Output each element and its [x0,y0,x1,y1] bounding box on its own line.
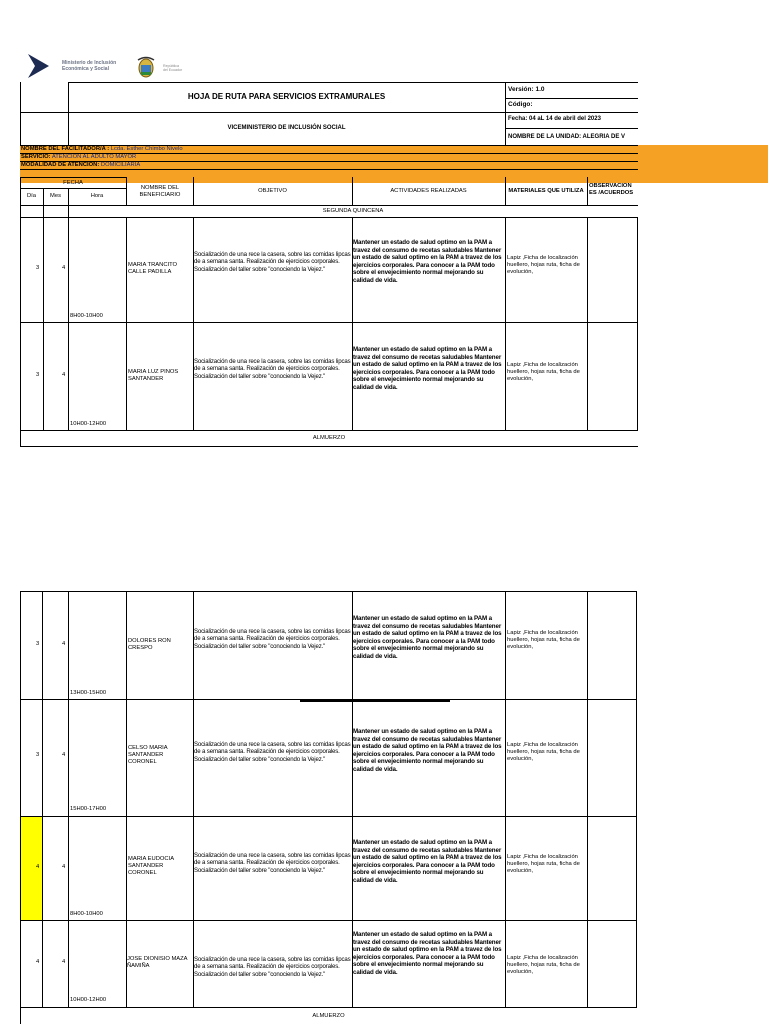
row-actividades: Mantener un estado de salud optimo en la PAM a travez del consumo de recetas saludables Mantener un estado de salud optimo en la PAM a travez de los ejercicios corporales. Para conocer a la PAM todo sobre el envejecimiento normal mejorando su calidad de vida. [353,615,502,660]
document-title: HOJA DE RUTA PARA SERVICIOS EXTRAMURALES [187,92,386,101]
facilitador-value: Lcda. Esther Chimbo Nivelo [110,146,183,152]
ministry-name-line1: Ministerio de Inclusión [62,60,117,66]
document-subtitle: VICEMINISTERIO DE INCLUSIÓN SOCIAL [227,125,346,131]
col-fecha: FECHA [63,179,83,186]
col-observaciones: OBSERVACION ES /ACUERDOS [589,183,634,196]
row-dia: 3 [36,372,40,378]
facilitador-row [21,146,621,153]
unidad-label: NOMBRE DE LA UNIDAD: ALEGRIA DE V [508,134,625,140]
row-dia: 3 [36,265,40,271]
modalidad-value: DOMICILIARIA [100,162,141,168]
row-objetivo: Socialización de una rece la casera, sobre las comidas lipcas de a semana santa. Realización de ejercicios corporales. Socialización del taller sobre "conociendo la Vejez." [194,628,351,650]
row-actividades: Mantener un estado de salud optimo en la PAM a travez del consumo de recetas saludables Mantener un estado de salud optimo en la PAM a travez de los ejercicios corporales. Para conocer a la PAM todo sobre el envejecimiento normal mejorando su calidad de vida. [353,839,502,884]
row-objetivo: Socialización de una rece la casera, sobre las comidas lipcas de a semana santa. Realización de ejercicios corporales. Socialización del taller sobre "conociendo la Vejez." [194,358,351,380]
row-hora: 10H00-12H00 [70,997,107,1003]
row-beneficiario: MARIA EUDOCIA SANTANDER CORONEL [128,856,174,876]
row-dia: 4 [36,864,40,870]
row-mes: 4 [62,752,66,758]
col-mes: Mes [50,193,61,199]
row-actividades: Mantener un estado de salud optimo en la PAM a travez del consumo de recetas saludables Mantener un estado de salud optimo en la PAM a travez de los ejercicios corporales. Para conocer a la PAM todo sobre el envejecimiento normal mejorando su calidad de vida. [353,728,502,773]
row-mes: 4 [62,372,66,378]
row-materiales: Lapiz ,Ficha de localización huellero, hojas ruta, ficha de evolución, [507,854,580,874]
row-mes: 4 [62,641,66,647]
row-actividades: Mantener un estado de salud optimo en la PAM a travez del consumo de recetas saludables Mantener un estado de salud optimo en la PAM a travez de los ejercicios corporales. Para conocer a la PAM todo sobre el envejecimiento normal mejorando su calidad de vida. [353,931,502,976]
row-materiales: Lapiz ,Ficha de localización huellero, hojas ruta, ficha de evolución, [507,742,580,762]
section-label: SEGUNDA QUINCENA [322,208,384,214]
row-objetivo: Socialización de una rece la casera, sobre las comidas lipcas de a semana santa. Realización de ejercicios corporales. Socialización del taller sobre "conociendo la Vejez." [194,251,351,273]
col-beneficiario: NOMBRE DEL BENEFICIARIO [139,184,181,198]
seal-caption [163,64,193,73]
ministry-name [62,60,142,72]
row-materiales: Lapiz ,Ficha de localización huellero, hojas ruta, ficha de evolución, [507,955,580,975]
col-hora: Hora [90,193,104,199]
col-dia: Día [26,193,37,199]
row-beneficiario: DOLORES RON CRESPO [128,638,171,651]
row-materiales: Lapiz ,Ficha de localización huellero, hojas ruta, ficha de evolución, [507,362,580,382]
ecuador-seal-icon [136,56,156,82]
row-beneficiario: JOSE DIONISIO MAZA ÑAMIÑA [127,956,188,969]
ministry-logo [25,52,55,80]
row-hora: 8H00-10H00 [70,313,103,319]
row-hora: 10H00-12H00 [70,421,107,427]
ministry-name-line2: Económica y Social [62,66,109,72]
codigo-label: Código: [508,101,533,108]
servicio-row [21,154,621,161]
row-dia: 4 [36,959,40,965]
row-objetivo: Socialización de una rece la casera, sobre las comidas lipcas de a semana santa. Realización de ejercicios corporales. Socialización del taller sobre "conociendo la Vejez." [194,956,351,978]
col-materiales: MATERIALES QUE UTILIZA [508,188,584,194]
row-beneficiario: MARIA LUZ PINOS SANTANDER [128,369,179,382]
row-beneficiario: CELSO MARIA SANTANDER CORONEL [128,745,168,765]
row-beneficiario: MARIA TRANCITO CALLE PADILLA [128,262,178,275]
ministry-logo-mark [25,52,55,80]
servicio-label: SERVICIO: [21,154,51,160]
col-objetivo: OBJETIVO [258,188,287,194]
seal-caption-line2: del Ecuador [163,68,183,73]
row-objetivo: Socialización de una rece la casera, sobre las comidas lipcas de a semana santa. Realización de ejercicios corporales. Socialización del taller sobre "conociendo la Vejez." [194,852,351,874]
row-hora: 15H00-17H00 [70,806,107,812]
lunch-label: ALMUERZO [312,1012,345,1019]
row-actividades: Mantener un estado de salud optimo en la PAM a travez del consumo de recetas saludables Mantener un estado de salud optimo en la PAM a travez de los ejercicios corporales. Para conocer a la PAM todo sobre el envejecimiento normal mejorando su calidad de vida. [353,239,502,284]
row-dia: 3 [36,641,40,647]
modalidad-label: MODALIDAD DE ATENCIÓN: [21,162,100,168]
fecha-label: Fecha: 04 aL 14 de abril del 2023 [508,116,601,122]
row-mes: 4 [62,864,66,870]
lunch-label: ALMUERZO [312,435,346,441]
servicio-value: ATENCION AL ADULTO MAYOR [51,154,137,160]
row-materiales: Lapiz ,Ficha de localización huellero, hojas ruta, ficha de evolución, [507,630,580,650]
seal-caption-line1: República [163,64,179,68]
row-materiales: Lapiz ,Ficha de localización huellero, hojas ruta, ficha de evolución, [507,255,580,275]
row-objetivo: Socialización de una rece la casera, sobre las comidas lipcas de a semana santa. Realización de ejercicios corporales. Socialización del taller sobre "conociendo la Vejez." [194,741,351,763]
col-actividades: ACTIVIDADES REALIZADAS [390,188,467,194]
row-mes: 4 [62,265,66,271]
row-mes: 4 [62,959,66,965]
version-label: Versión: 1.0 [508,86,545,93]
row-actividades: Mantener un estado de salud optimo en la PAM a travez del consumo de recetas saludables Mantener un estado de salud optimo en la PAM a travez de los ejercicios corporales. Para conocer a la PAM todo sobre el envejecimiento normal mejorando su calidad de vida. [353,346,502,391]
row-hora: 13H00-15H00 [70,690,107,696]
row-dia: 3 [36,752,40,758]
facilitador-label: NOMBRE DEL FACILITADOR/A : [21,146,110,152]
row-hora: 8H00-10H00 [70,911,103,917]
modalidad-row [21,162,621,169]
